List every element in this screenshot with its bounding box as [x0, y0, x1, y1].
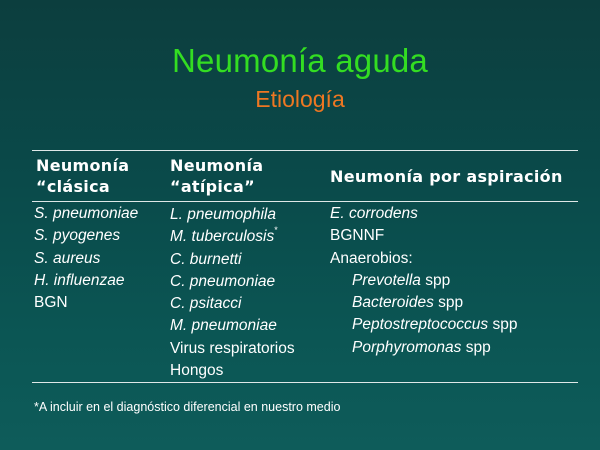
- column-classic: [34, 203, 138, 314]
- species-suffix: spp: [438, 294, 464, 312]
- list-item: E. corrodens: [330, 205, 418, 222]
- header-classic-line1: Neumonía: [36, 156, 130, 175]
- genus-name: Prevotella: [352, 271, 421, 289]
- column-atypical: [170, 204, 295, 382]
- list-item: [330, 292, 517, 314]
- slide-title: Neumonía aguda: [172, 42, 428, 79]
- list-item: S. pneumoniae: [34, 205, 139, 222]
- list-item: [330, 314, 517, 336]
- list-item: Anaerobios:: [330, 249, 413, 267]
- genus-name: Peptostreptococcus: [352, 316, 489, 334]
- list-item: Virus respiratorios: [170, 339, 295, 357]
- header-classic: [36, 155, 129, 197]
- table-top-rule: [32, 150, 578, 151]
- table-bottom-rule: [32, 382, 578, 383]
- header-atypical: [170, 155, 263, 197]
- list-item: C. pneumoniae: [170, 272, 276, 290]
- genus-name: Porphyromonas: [352, 338, 462, 356]
- list-item: [170, 226, 295, 248]
- header-aspiration: Neumonía por aspiración: [330, 167, 563, 186]
- species-suffix: spp: [465, 338, 491, 356]
- table-header-rule: [32, 201, 578, 202]
- species-suffix: spp: [492, 316, 518, 334]
- slide-subtitle: Etiología: [255, 86, 345, 112]
- species-suffix: spp: [425, 271, 451, 289]
- list-item: S. pyogenes: [34, 227, 121, 245]
- column-aspiration: [330, 203, 517, 359]
- list-item: C. psitacci: [170, 295, 242, 313]
- header-atypical-line1: Neumonía: [170, 156, 264, 175]
- genus-name: Bacteroides: [352, 294, 434, 312]
- list-item: [330, 270, 517, 292]
- list-item: Hongos: [170, 362, 224, 380]
- footnote: *A incluir en el diagnóstico diferencial en nuestro medio: [34, 400, 341, 414]
- footnote-mark: *: [274, 225, 278, 236]
- list-item: BGN: [34, 294, 68, 312]
- list-item: C. burnetti: [170, 250, 242, 268]
- header-classic-line2: “clásica: [36, 177, 110, 196]
- list-item: BGNNF: [330, 227, 385, 245]
- list-item: H. influenzae: [34, 271, 125, 289]
- header-atypical-line2: “atípica”: [170, 177, 255, 196]
- list-item: [330, 337, 517, 359]
- list-item: S. aureus: [34, 249, 101, 267]
- list-item: M. pneumoniae: [170, 317, 277, 335]
- list-item-text: M. tuberculosis: [170, 228, 275, 246]
- list-item: L. pneumophila: [170, 206, 276, 223]
